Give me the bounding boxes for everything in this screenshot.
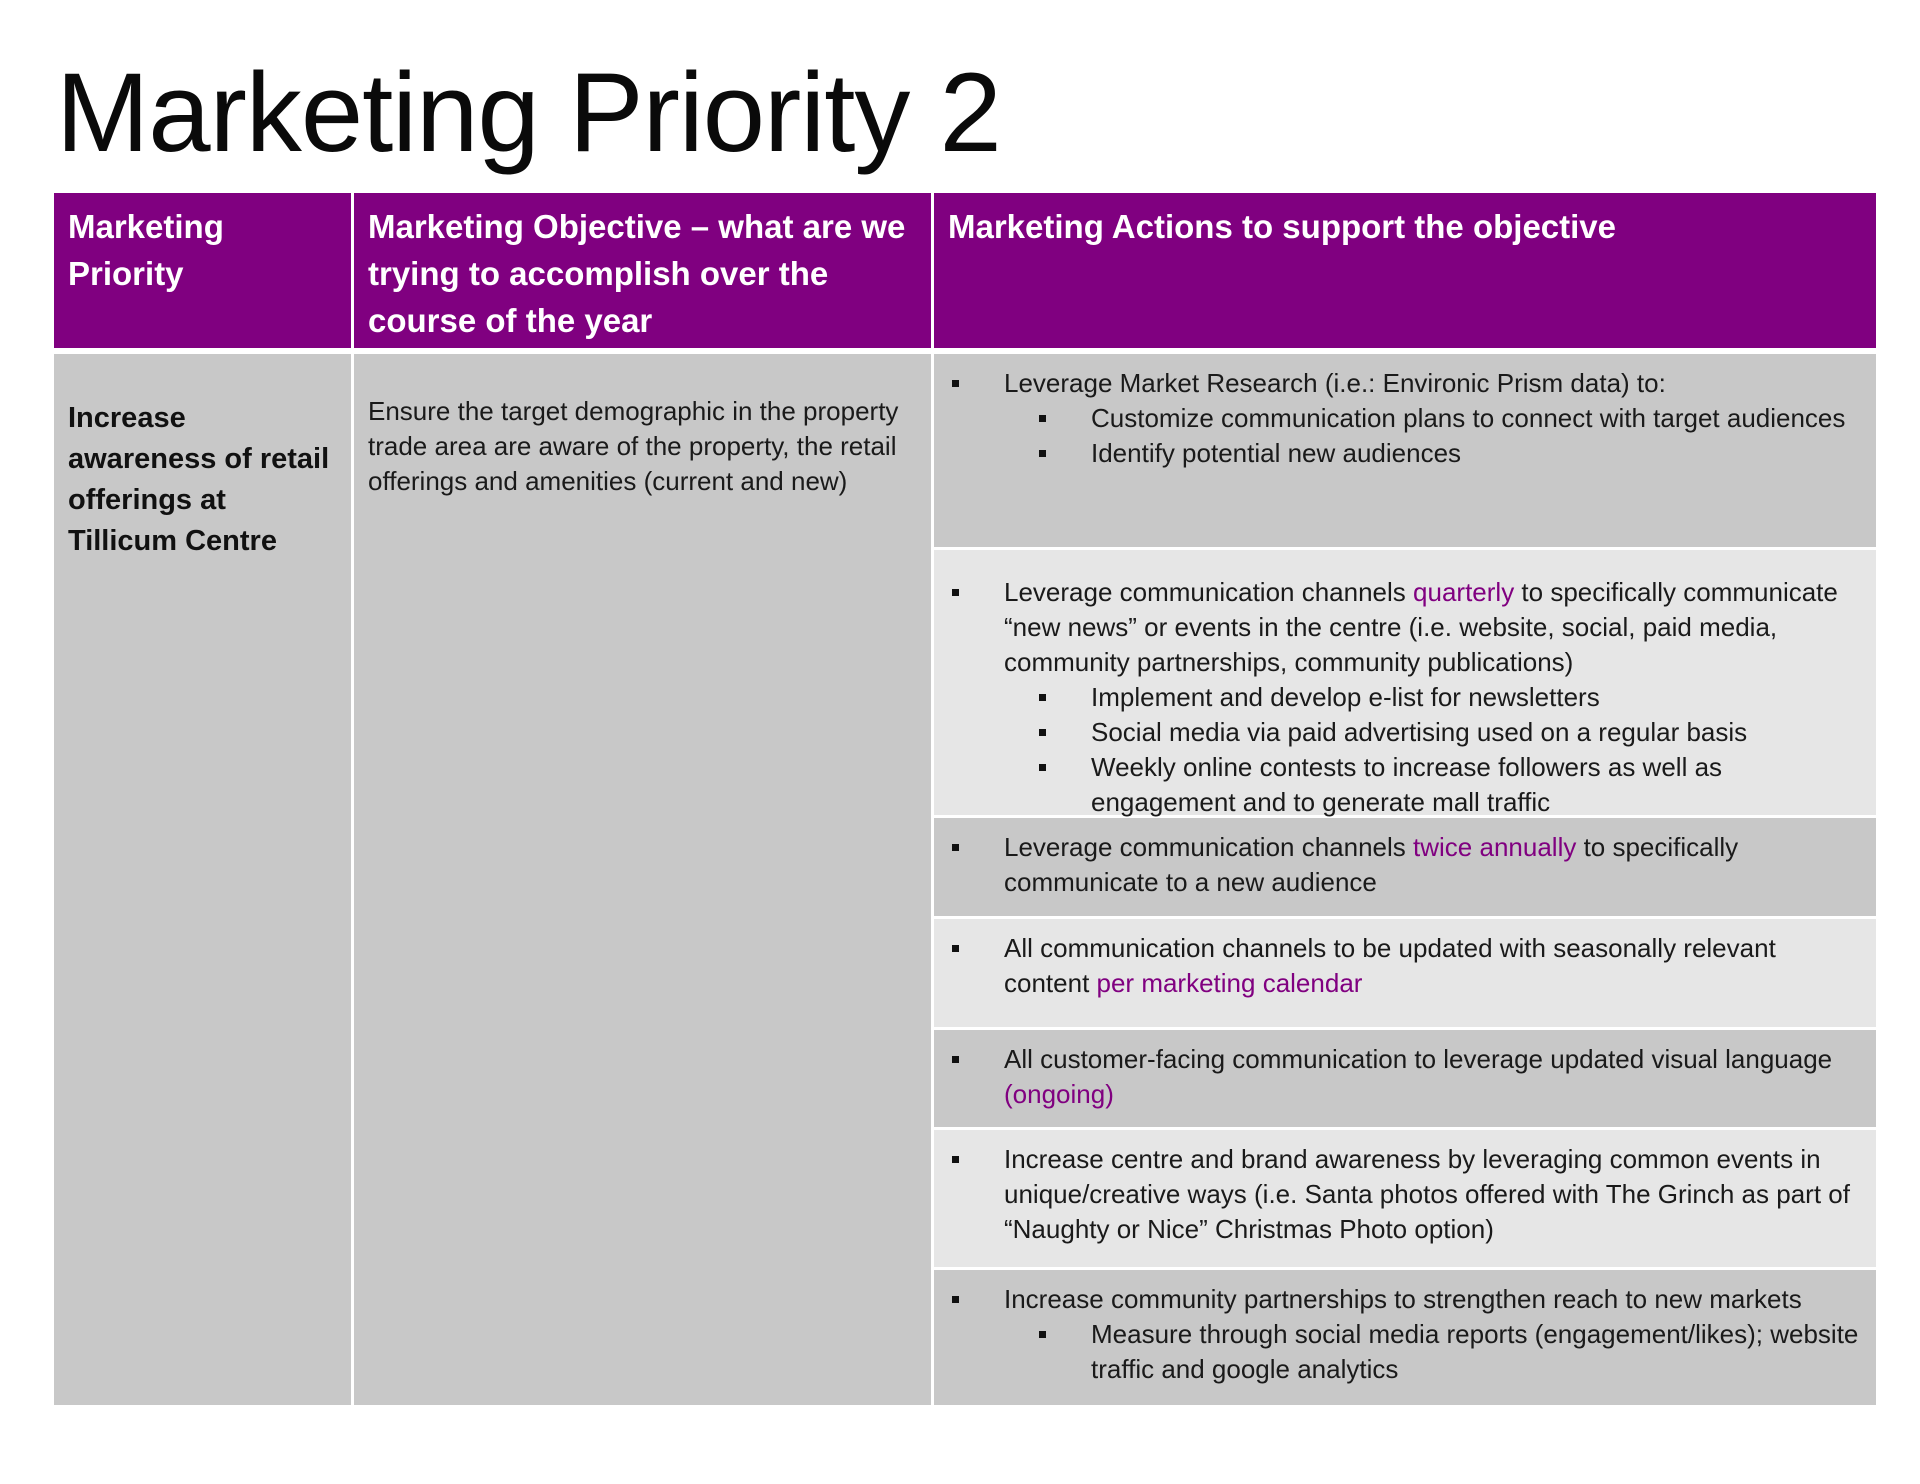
header-actions: Marketing Actions to support the objective: [934, 193, 1876, 348]
objective-cell: [354, 354, 934, 1405]
action-text: to specifically communicate “new news” or events in the centre (i.e. website, social, paid media, community partnerships, community publications): [1004, 577, 1838, 677]
action-text: All customer-facing communication to leverage updated visual language: [1004, 1044, 1833, 1074]
action-bullet: [948, 575, 1860, 680]
action-block: [934, 550, 1876, 815]
action-block: [934, 1130, 1876, 1267]
action-text: Increase community partnerships to strengthen reach to new markets: [1004, 1284, 1802, 1314]
action-block: [934, 1030, 1876, 1127]
action-highlight: quarterly: [1413, 577, 1515, 607]
action-bullet: [948, 1282, 1860, 1317]
priority-table: [54, 193, 1876, 1405]
action-bullet: [948, 1142, 1860, 1247]
header-priority: Marketing Priority: [54, 193, 354, 348]
action-highlight: per marketing calendar: [1096, 968, 1363, 998]
sub-bullet: Measure through social media reports (engagement/likes); website traffic and google analytics: [948, 1317, 1860, 1387]
sub-bullet: Implement and develop e-list for newsletters: [948, 680, 1860, 715]
sub-bullet: Customize communication plans to connect with target audiences: [948, 401, 1860, 436]
action-text: to specifically communicate to a new audience: [1004, 832, 1739, 897]
page-title: Marketing Priority 2: [56, 50, 1001, 175]
action-highlight: twice annually: [1413, 832, 1577, 862]
action-text: Leverage communication channels: [1004, 577, 1414, 607]
action-highlight: (ongoing): [1004, 1079, 1114, 1109]
action-block: [934, 919, 1876, 1027]
action-text: All communication channels to be updated with seasonally relevant content: [1004, 933, 1776, 998]
action-text: Leverage Market Research (i.e.: Environic Prism data) to:: [1004, 368, 1666, 398]
sub-bullet: Identify potential new audiences: [948, 436, 1860, 471]
action-block: [934, 354, 1876, 547]
objective-text: Ensure the target demographic in the property trade area are aware of the property, the retail offerings and amenities (current and new): [368, 396, 899, 496]
action-text: Increase centre and brand awareness by leveraging common events in unique/creative ways (i.e. Santa photos offered with The Grinch as part of “Naughty or Nice” Christmas Photo option): [1004, 1144, 1850, 1244]
action-bullet: [948, 931, 1860, 1001]
priority-cell: [54, 354, 354, 1405]
sub-bullet: Social media via paid advertising used on a regular basis: [948, 715, 1860, 750]
sub-bullet: Weekly online contests to increase followers as well as engagement and to generate mall traffic: [948, 750, 1860, 820]
actions-cell: [934, 354, 1876, 1405]
action-bullet: [948, 1042, 1860, 1112]
action-bullet: [948, 366, 1860, 401]
action-block: [934, 818, 1876, 916]
action-text: Leverage communication channels: [1004, 832, 1414, 862]
action-block: [934, 1270, 1876, 1405]
action-bullet: [948, 830, 1860, 900]
header-objective: Marketing Objective – what are we trying to accomplish over the course of the year: [354, 193, 934, 348]
priority-text: Increase awareness of retail offerings at Tillicum Centre: [68, 402, 330, 557]
